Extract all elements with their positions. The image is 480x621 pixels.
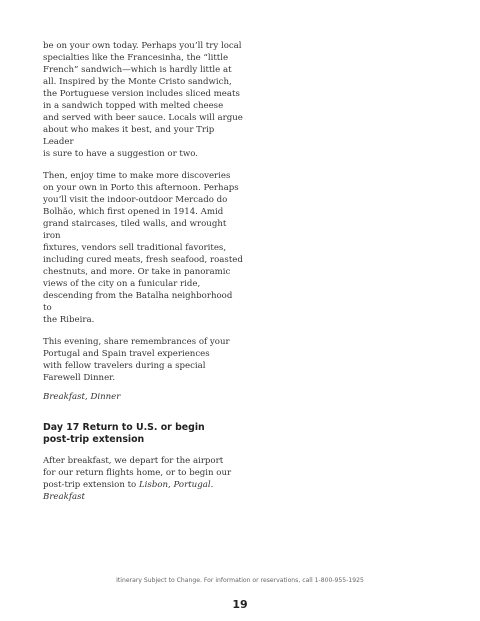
text-line: Farewell Dinner. (43, 373, 116, 383)
day17-body (43, 455, 243, 491)
footer-contact: Itinerary Subject to Change. For information or reservations, call 1-800-955-1925 (116, 577, 364, 584)
text-line: post-trip extension to (43, 480, 139, 491)
text-line: Then, enjoy time to make more discoveries (43, 171, 231, 181)
text-line: be on your own today. Perhaps you’ll try local (43, 41, 242, 51)
text-line: you’ll visit the indoor-outdoor Mercado do (43, 195, 228, 205)
text-line: the Portuguese version includes sliced meats (43, 89, 240, 99)
text-line: This evening, share remembrances of your (43, 337, 230, 347)
text-line-end: . (210, 480, 214, 491)
page-number: 19 (232, 598, 248, 611)
text-line: After breakfast, we depart for the airport (43, 456, 224, 467)
text-line: with fellow travelers during a special (43, 361, 206, 371)
text-line: including cured meats, fresh seafood, roasted (43, 255, 243, 265)
text-line: about who makes it best, and your Trip Leader (43, 125, 215, 147)
paragraph-afternoon (43, 170, 243, 326)
text-line: fixtures, vendors sell traditional favorites, (43, 243, 227, 253)
text-line: Portugal and Spain travel experiences (43, 349, 210, 359)
extension-destination: Lisbon, Portugal (138, 480, 211, 491)
text-line: on your own in Porto this afternoon. Perhaps (43, 183, 239, 193)
paragraph-lunch (43, 40, 243, 160)
text-line: Bolhão, which first opened in 1914. Amid (43, 207, 224, 217)
text-line: specialties like the Francesinha, the “little (43, 53, 229, 63)
text-line: the Ribeira. (43, 315, 95, 325)
paragraph-evening (43, 336, 243, 384)
meals-day16: Breakfast, Dinner (43, 392, 121, 402)
text-line: French” sandwich—which is hardly little at (43, 65, 232, 75)
text-line: for our return flights home, or to begin our (43, 468, 232, 479)
heading-line: post-trip extension (43, 434, 145, 445)
text-line: views of the city on a funicular ride, (43, 279, 201, 289)
text-line: descending from the Batalha neighborhood to (43, 291, 233, 313)
itinerary-column (43, 40, 243, 503)
day17-heading (43, 422, 243, 446)
text-line: grand staircases, tiled walls, and wrought iron (43, 219, 227, 241)
text-line: chestnuts, and more. Or take in panoramic (43, 267, 231, 277)
heading-line: Day 17 Return to U.S. or begin (43, 422, 205, 433)
text-line: in a sandwich topped with melted cheese (43, 101, 224, 111)
text-line: is sure to have a suggestion or two. (43, 149, 198, 159)
text-line: all. Inspired by the Monte Cristo sandwich, (43, 77, 232, 87)
text-line: and served with beer sauce. Locals will argue (43, 113, 243, 123)
meals-day17: Breakfast (43, 492, 86, 503)
